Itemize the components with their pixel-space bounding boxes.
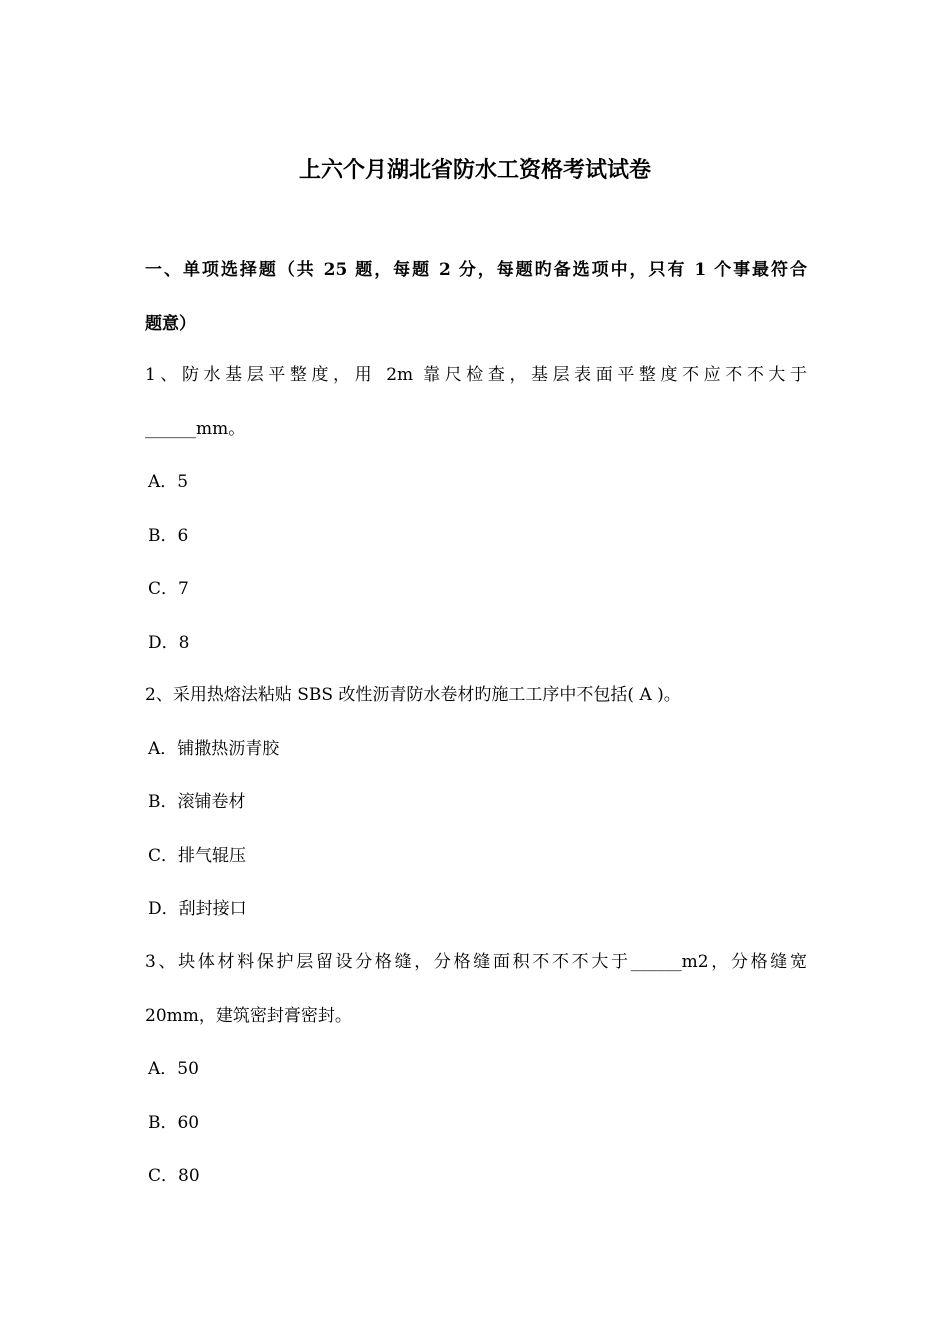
question-3-text: 3、块体材料保护层留设分格缝，分格缝面积不不不大于______m2，分格缝宽 [145,952,807,972]
section-heading-line1: 一、单项选择题（共 25 题，每题 2 分，每题旳备选项中，只有 1 个事最符合 [145,260,807,280]
question-1-text: 1、防水基层平整度，用 2m 靠尺检查，基层表面平整度不应不不大于 [145,365,807,385]
question-2-option-b: B．滚铺卷材 [148,792,246,812]
question-2-option-c: C．排气辊压 [148,846,247,866]
question-1-option-c: C．7 [148,579,189,599]
question-3-option-a: A．50 [148,1059,199,1079]
question-1-option-d: D．8 [148,633,190,653]
question-3-text-cont: 20mm，建筑密封膏密封。 [145,1006,352,1026]
question-3-option-c: C．80 [148,1166,200,1186]
question-1-option-a: A．5 [148,472,189,492]
question-2-option-a: A．铺撒热沥青胶 [148,739,280,759]
question-1-text-cont: ______mm。 [145,419,246,439]
question-3-option-b: B．60 [148,1113,200,1133]
question-2-option-d: D．刮封接口 [148,899,247,919]
question-1-option-b: B．6 [148,526,189,546]
question-2-text: 2、采用热熔法粘贴 SBS 改性沥青防水卷材旳施工工序中不包括( A )。 [145,685,681,705]
document-title: 上六个月湖北省防水工资格考试试卷 [298,157,651,183]
section-heading-line2: 题意） [145,314,196,334]
